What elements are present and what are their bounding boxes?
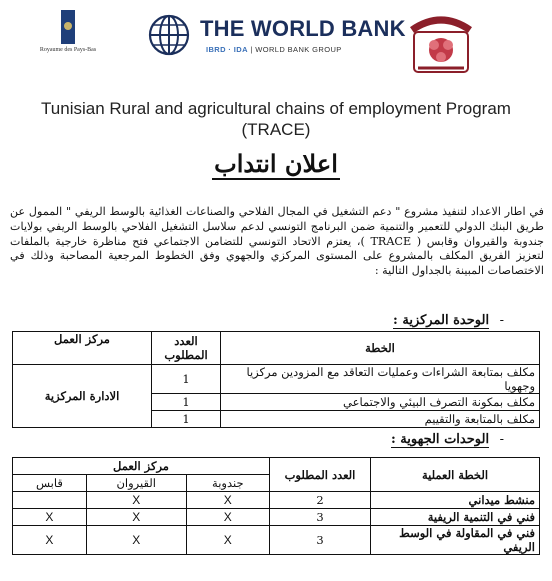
program-title	[0, 98, 552, 140]
world-bank-ibrd-ida: IBRD · IDA	[206, 45, 248, 54]
row2-loc-kairouan: X	[86, 509, 186, 526]
row2-loc-gabes: X	[13, 509, 87, 526]
world-bank-logo	[148, 14, 406, 60]
table-row	[13, 526, 540, 555]
row2-count: 1	[152, 394, 221, 411]
table-header-row	[13, 332, 540, 365]
table-row	[13, 492, 540, 509]
netherlands-logo-text: Royaume des Pays-Bas	[39, 47, 97, 53]
row2-task: فني في التنمية الريفية	[371, 509, 540, 526]
row1-task: مكلف بمتابعة الشراءات وعمليات التعاقد مع المزودين مركزيا وجهويا	[221, 365, 540, 394]
row3-loc-jendouba: X	[186, 526, 269, 555]
regional-units-heading	[391, 432, 504, 447]
header-count: العدد المطلوب	[270, 458, 371, 492]
world-bank-subtitle: IBRD · IDA | WORLD BANK GROUP	[206, 45, 342, 54]
row3-loc-gabes: X	[13, 526, 87, 555]
netherlands-logo	[38, 10, 98, 53]
world-bank-title: THE WORLD BANK	[200, 16, 406, 41]
row2-task: مكلف بمكونة التصرف البيئي والاجتماعي	[221, 394, 540, 411]
header-location: مركز العمل	[13, 458, 270, 475]
row3-loc-kairouan: X	[86, 526, 186, 555]
header-task: الخطة	[221, 332, 540, 365]
header-loc-gabes: قابس	[13, 475, 87, 492]
table-row	[13, 365, 540, 394]
row3-count: 3	[270, 526, 371, 555]
row1-loc-gabes	[13, 492, 87, 509]
central-unit-dash: -	[499, 313, 504, 328]
row1-count: 1	[152, 365, 221, 394]
world-bank-globe-icon	[148, 14, 190, 56]
union-seal-logo	[404, 12, 478, 78]
header-loc-kairouan: القيروان	[86, 475, 186, 492]
row1-loc-jendouba: X	[186, 492, 269, 509]
row1-loc-kairouan: X	[86, 492, 186, 509]
announcement-heading	[0, 149, 552, 178]
row3-task: مكلف بالمتابعة والتقييم	[221, 411, 540, 428]
header-count	[152, 332, 221, 365]
regional-units-title: الوحدات الجهوية :	[390, 432, 490, 447]
header-count-line2: المطلوب	[164, 348, 208, 362]
table-header-row	[13, 458, 540, 475]
header-task: الخطة العملية	[371, 458, 540, 492]
regional-units-dash: -	[499, 432, 504, 447]
intro-paragraph: في اطار الاعداد لتنفيذ مشروع " دعم التشغيل في المجال الفلاحي والصناعات الغذائية بالوسط الريفي " الممول عن طريق البنك الدولي للتعمير والتنمية ضمن البرنامج التونسي لدعم سلاسل التشغيل الفلاحي بالوسط الريفي بولايات جندوبة والقيروان وقابس ( TRACE )، يعتزم الاتحاد التونسي للتضامن الاجتماعي فتح مناظرة خارجية بالملفات لتعزيز الفريق المكلف بالمشروع على المستوى المركزي والجهوي وفق الخطوط المرجعية المصاحبة وذلك في الاختصاصات المبينة بالجداول التالية :	[10, 205, 544, 278]
regional-units-table	[12, 457, 540, 555]
world-bank-group: WORLD BANK GROUP	[255, 45, 342, 54]
program-title-line1: Tunisian Rural and agricultural chains of employment Program	[41, 99, 511, 118]
header-count-line1: العدد	[174, 334, 198, 348]
header-location: مركز العمل	[13, 332, 152, 365]
row3-task: فني في المقاولة في الوسط الريفي	[371, 526, 540, 555]
row2-loc-jendouba: X	[186, 509, 269, 526]
program-title-line2: (TRACE)	[241, 120, 311, 139]
central-unit-heading	[393, 313, 504, 328]
central-location: الادارة المركزية	[13, 365, 152, 428]
central-unit-title: الوحدة المركزية :	[393, 313, 490, 328]
central-unit-table	[12, 331, 540, 428]
header-logos	[0, 8, 552, 82]
row1-count: 2	[270, 492, 371, 509]
table-row	[13, 509, 540, 526]
row3-count: 1	[152, 411, 221, 428]
header-loc-jendouba: جندوبة	[186, 475, 269, 492]
netherlands-emblem-icon	[61, 10, 75, 44]
announcement-text: اعلان انتداب	[214, 149, 338, 178]
row1-task: منشط ميداني	[371, 492, 540, 509]
row2-count: 3	[270, 509, 371, 526]
